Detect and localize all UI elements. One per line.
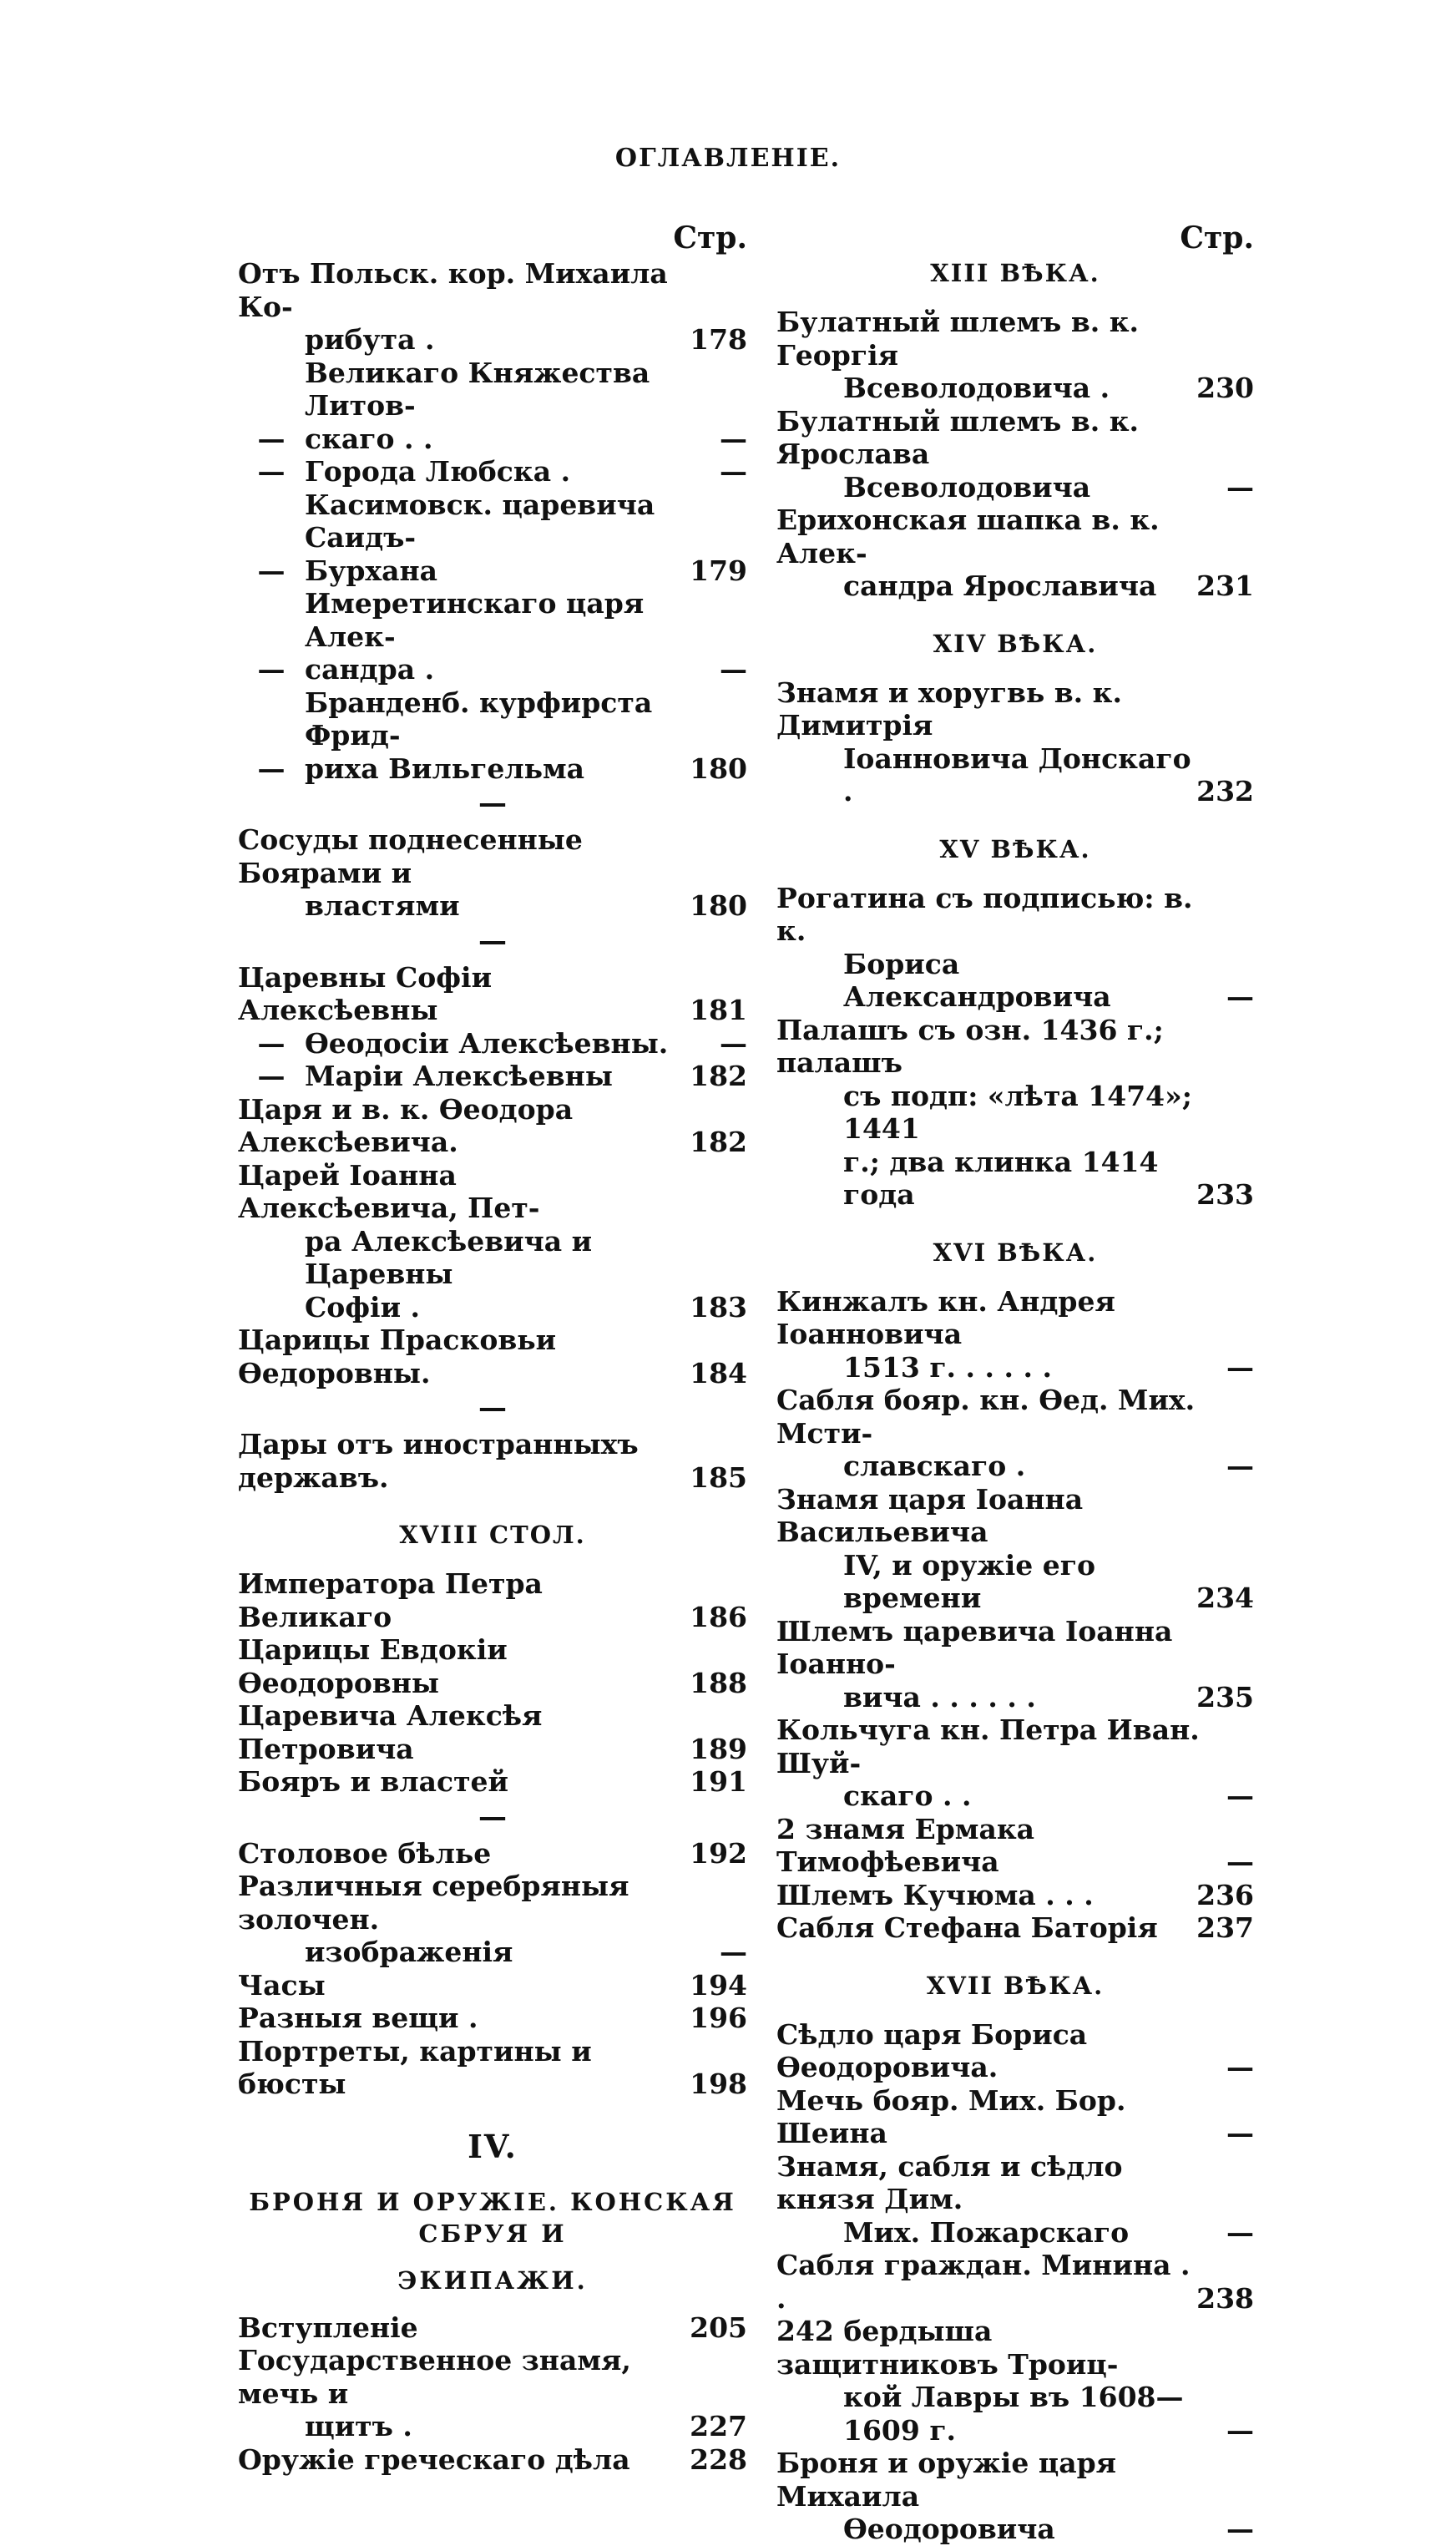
entry-page-number: 182 <box>690 1060 747 1092</box>
entry-title <box>238 1870 685 1969</box>
entry-title-line: Рогатина съ подписью: в. к. <box>776 881 1193 947</box>
toc-entry <box>776 2150 1254 2250</box>
entry-page-number: 191 <box>690 1765 747 1798</box>
entry-title-line: Бориса Александровича <box>843 947 1111 1013</box>
toc-entry <box>776 2249 1254 2315</box>
entry-page-number: — <box>1226 470 1254 504</box>
entry-title-line: Знамя, сабля и сѣдло князя Дим. <box>776 2149 1123 2215</box>
toc-entry <box>238 2443 747 2477</box>
toc-entry <box>776 882 1254 1014</box>
entry-page-number: 180 <box>690 752 747 785</box>
toc-entry <box>238 2311 747 2345</box>
toc-entry <box>238 1765 747 1799</box>
entry-title-line: изображенія <box>305 1936 513 1968</box>
entry-title-line: г.; два клинка 1414 года <box>843 1145 1159 1211</box>
entry-title <box>238 2002 685 2035</box>
entry-title-line: Булатный шлемъ в. к. Георгія <box>776 306 1140 372</box>
divider: — <box>478 924 507 958</box>
entry-title-line: Булатный шлемъ в. к. Ярослава <box>776 404 1140 470</box>
entry-title <box>776 1615 1196 1714</box>
entry-page-number: 185 <box>690 1460 747 1494</box>
toc-entry <box>238 1027 747 1060</box>
entry-page-number: 184 <box>690 1356 747 1389</box>
entry-title-line: Царицы Прасковьи Ѳедоровны. <box>238 1324 557 1389</box>
toc-entry <box>776 1483 1254 1615</box>
toc-left-column <box>238 219 747 2476</box>
entry-dash: — <box>257 554 286 587</box>
entry-title <box>238 1699 685 1765</box>
entry-title-line: Часы <box>238 1968 326 2002</box>
toc-left-block-4 <box>238 1428 747 1494</box>
entry-title <box>238 1159 685 1324</box>
entry-page-number: 182 <box>690 1126 747 1158</box>
entry-page-number: — <box>1226 2051 1254 2083</box>
entry-dash: — <box>257 653 286 686</box>
entry-page-number: — <box>1226 2513 1254 2545</box>
toc-entry <box>238 1093 747 1159</box>
entry-title-line: Великаго Княжества Литов- <box>305 356 650 422</box>
entry-title-line: скаго . . <box>305 422 433 455</box>
entry-title-line: Столовое бѣлье <box>238 1836 492 1870</box>
toc-entry <box>776 1879 1254 1912</box>
entry-title <box>238 1324 685 1389</box>
entry-title <box>238 1837 685 1870</box>
entry-title <box>238 823 685 923</box>
toc-entry <box>776 306 1254 405</box>
entry-title-line: ра Алексѣевича и Царевны <box>305 1224 593 1290</box>
toc-entry <box>238 257 747 357</box>
entry-dash: — <box>257 1026 286 1060</box>
entry-title-line: Сосуды поднесенные Боярами и <box>238 823 583 889</box>
toc-entry <box>238 357 747 456</box>
entry-title-line: Царицы Евдокіи Ѳеодоровны <box>238 1633 508 1699</box>
entry-title-line: скаго . . <box>843 1779 972 1812</box>
page-column-header: Стр. <box>1180 220 1254 256</box>
entry-page-number: — <box>720 1026 747 1060</box>
toc-entry <box>776 1285 1254 1384</box>
page-title: ОГЛАВЛЕНІЕ. <box>614 144 842 173</box>
toc-entry <box>238 686 747 786</box>
entry-title-line: риха Вильгельма <box>305 752 585 785</box>
entry-title-line: Императора Петра Великаго <box>238 1567 543 1633</box>
toc-entry <box>776 2084 1254 2150</box>
toc-left-block-1 <box>238 257 747 785</box>
entry-title-line: Шлемъ Кучюма . . . <box>776 1878 1094 1911</box>
entry-title-line: Сабля бояр. кн. Ѳед. Мих. Мсти- <box>776 1384 1196 1450</box>
entry-page-number: 189 <box>690 1732 747 1765</box>
entry-title <box>238 1428 685 1494</box>
section-heading-iv: IV. <box>468 2127 518 2165</box>
section-heading-xvi: XVI ВѢКА. <box>933 1238 1098 1267</box>
entry-page-number: 232 <box>1196 775 1254 807</box>
entry-title-line: Царей Іоанна Алексѣевича, Пет- <box>238 1158 540 1224</box>
entry-title-line: Шлемъ царевича Іоанна Іоанно- <box>776 1614 1173 1680</box>
toc-entry <box>238 1060 747 1093</box>
entry-title-line: Сѣдло царя Бориса Ѳеодоровича. <box>776 2017 1088 2083</box>
entry-title-line: Іоанновича Донскаго . <box>843 742 1191 807</box>
entry-title <box>305 455 685 488</box>
toc-entry <box>776 1911 1254 1945</box>
entry-title <box>776 1014 1196 1212</box>
page-column-header: Стр. <box>673 220 747 256</box>
entry-title <box>238 2035 685 2101</box>
entry-title <box>305 587 685 686</box>
toc-entry <box>238 587 747 686</box>
entry-title-line: Города Любска . <box>305 455 571 488</box>
toc-entry <box>238 1159 747 1324</box>
entry-title-line: Царя и в. к. Ѳеодора Алексѣевича. <box>238 1092 574 1158</box>
entry-page-number: 180 <box>690 889 747 922</box>
entry-title <box>776 504 1196 603</box>
entry-page-number: 181 <box>690 994 747 1026</box>
toc-left-block-7 <box>238 2311 747 2477</box>
entry-title <box>776 1713 1201 1813</box>
toc-right-block-4 <box>776 1285 1254 1945</box>
entry-page-number: — <box>720 422 747 455</box>
entry-title-line: славскаго . <box>843 1450 1026 1482</box>
toc-entry <box>238 2035 747 2101</box>
entry-page-number: — <box>1226 1779 1254 1812</box>
toc-right-block-1 <box>776 306 1254 603</box>
toc-entry <box>238 1837 747 1870</box>
entry-title <box>238 257 685 357</box>
section-heading-xvii: XVII ВѢКА. <box>926 1971 1105 2000</box>
entry-title-line: Всеволодовича <box>843 470 1091 504</box>
entry-dash: — <box>257 1060 286 1092</box>
toc-entry <box>776 1615 1254 1714</box>
entry-page-number: 238 <box>1196 2281 1254 2315</box>
toc-entry <box>238 1969 747 2002</box>
toc-left-block-5 <box>238 1567 747 1799</box>
entry-title <box>776 1879 1196 1912</box>
entry-title <box>776 882 1201 1014</box>
entry-title-line: Кинжалъ кн. Андрея Іоанновича <box>776 1284 1115 1350</box>
entry-title <box>776 2150 1201 2250</box>
section-heading-xiii: XIII ВѢКА. <box>930 259 1100 287</box>
entry-title-line: 2 знамя Ермака Тимофѣевича <box>776 1812 1035 1878</box>
section-heading-xv: XV ВѢКА. <box>939 834 1091 863</box>
entry-page-number: 196 <box>690 2002 747 2034</box>
entry-title-line: Имеретинскаго царя Алек- <box>305 587 645 653</box>
toc-entry <box>776 2018 1254 2084</box>
entry-title-line: Всеволодовича . <box>843 372 1110 404</box>
entry-page-number: 230 <box>1196 372 1254 404</box>
entry-page-number: — <box>1226 2117 1254 2149</box>
entry-page-number: — <box>1226 1450 1254 1482</box>
entry-title-line: Палашъ съ озн. 1436 г.; палашъ <box>776 1013 1164 1079</box>
entry-title <box>305 488 685 588</box>
toc-entry <box>238 823 747 923</box>
entry-title <box>305 686 685 786</box>
entry-title <box>305 1060 685 1093</box>
entry-page-number: 236 <box>1196 1878 1254 1911</box>
entry-title-line: Вступленіе <box>238 2311 418 2344</box>
section-heading-xviii: XVIII СТОЛ. <box>399 1521 586 1549</box>
entry-title-line: Броня и оружіе царя Михаила <box>776 2447 1117 2513</box>
entry-title-line: Знамя царя Іоанна Васильевича <box>776 1482 1084 1548</box>
entry-title-line: Касимовск. царевича Саидъ- <box>305 488 655 554</box>
entry-page-number: 178 <box>690 323 747 356</box>
divider: — <box>478 1799 507 1834</box>
entry-title-line: Разныя вещи . <box>238 2002 478 2034</box>
entry-title <box>238 2311 685 2345</box>
entry-page-number: 235 <box>1196 1680 1254 1713</box>
toc-entry <box>776 1384 1254 1483</box>
entry-title-line: Ѳеодоровича <box>843 2513 1055 2545</box>
entry-title-line: кой Лавры въ 1608—1609 г. <box>843 2381 1184 2447</box>
entry-title <box>776 2084 1201 2150</box>
toc-entry <box>776 676 1254 808</box>
entry-page-number: 188 <box>690 1666 747 1699</box>
entry-dash: — <box>257 455 286 488</box>
entry-title <box>238 2443 685 2477</box>
entry-title <box>238 1567 685 1633</box>
entry-page-number: — <box>720 1936 747 1968</box>
entry-title-line: Государственное знамя, мечь и <box>238 2344 631 2410</box>
toc-entry <box>238 488 747 588</box>
entry-title <box>776 1813 1201 1879</box>
entry-title <box>776 2249 1196 2315</box>
entry-title <box>305 1027 685 1060</box>
toc-entry <box>238 1699 747 1765</box>
entry-title <box>238 1765 685 1799</box>
entry-title <box>776 1384 1201 1483</box>
entry-page-number: — <box>720 653 747 686</box>
entry-page-number: 192 <box>690 1836 747 1870</box>
toc-entry <box>238 2002 747 2035</box>
toc-right-block-3 <box>776 882 1254 1212</box>
toc-entry <box>238 455 747 488</box>
entry-page-number: — <box>1226 1350 1254 1384</box>
entry-title-line: Портреты, картины и бюсты <box>238 2034 592 2100</box>
entry-title <box>776 405 1201 504</box>
toc-right-column <box>776 219 1254 2546</box>
toc-entry <box>776 1813 1254 1879</box>
entry-title <box>238 1969 685 2002</box>
entry-title <box>776 2447 1201 2546</box>
toc-right-block-2 <box>776 676 1254 808</box>
toc-entry <box>238 1428 747 1494</box>
entry-title-line: Дары отъ иностранныхъ державъ. <box>238 1428 639 1494</box>
entry-title-line: съ подп: «лѣта 1474»; 1441 <box>843 1079 1192 1145</box>
entry-title-line: рибута . <box>305 323 435 356</box>
toc-left-block-3 <box>238 961 747 1390</box>
toc-entry <box>776 405 1254 504</box>
entry-title <box>238 961 685 1027</box>
entry-title-line: Сабля граждан. Минина . . <box>776 2249 1191 2315</box>
entry-page-number: — <box>1226 980 1254 1013</box>
entry-title <box>776 306 1196 405</box>
entry-title <box>776 2315 1201 2447</box>
toc-entry <box>776 2315 1254 2447</box>
section-heading-armor-line2: ЭКИПАЖИ. <box>397 2265 588 2295</box>
entry-title <box>776 2018 1201 2084</box>
entry-title-line: Софіи . <box>305 1290 421 1324</box>
entry-title-line: Мих. Пожарскаго <box>843 2215 1130 2249</box>
entry-title <box>238 1633 685 1699</box>
toc-entry <box>776 1713 1254 1813</box>
entry-title-line: Царевича Алексѣя Петровича <box>238 1699 543 1765</box>
toc-entry <box>238 1324 747 1389</box>
entry-title-line: Сабля Стефана Баторія <box>776 1911 1158 1944</box>
toc-entry <box>776 2447 1254 2546</box>
entry-title <box>776 1483 1196 1615</box>
entry-title-line: вича . . . . . . <box>843 1680 1036 1713</box>
section-heading-armor-line1: БРОНЯ И ОРУЖІЕ. КОНСКАЯ СБРУЯ И <box>249 2187 736 2248</box>
entry-title-line: сандра . <box>305 653 435 686</box>
toc-left-block-2 <box>238 823 747 923</box>
entry-title-line: Знамя и хоругвь в. к. Димитрія <box>776 676 1122 742</box>
toc-entry <box>776 504 1254 603</box>
toc-entry <box>238 1870 747 1969</box>
entry-title-line: Мечь бояр. Мих. Бор. Шеина <box>776 2083 1126 2149</box>
entry-page-number: 237 <box>1196 1911 1254 1944</box>
entry-title-line: 1513 г. . . . . . <box>843 1350 1052 1384</box>
entry-title-line: Оружіе греческаго дѣла <box>238 2442 630 2476</box>
entry-page-number: 227 <box>690 2410 747 2442</box>
toc-right-block-5 <box>776 2018 1254 2546</box>
entry-title-line: Ѳеодосіи Алексѣевны. <box>305 1026 669 1060</box>
entry-title-line: Бранденб. курфирста Фрид- <box>305 686 653 752</box>
entry-title <box>238 2344 685 2443</box>
entry-title-line: щитъ . <box>305 2410 412 2442</box>
entry-title-line: властями <box>305 889 460 922</box>
entry-title-line: IV, и оружіе его времени <box>843 1548 1095 1614</box>
entry-page-number: 233 <box>1196 1178 1254 1211</box>
entry-page-number: 186 <box>690 1600 747 1633</box>
entry-page-number: 205 <box>690 2311 747 2344</box>
toc-left-block-6 <box>238 1837 747 2101</box>
entry-title-line: Царевны Софіи Алексѣевны <box>238 960 493 1026</box>
entry-dash: — <box>257 422 286 455</box>
entry-page-number: 231 <box>1196 569 1254 602</box>
entry-page-number: 228 <box>690 2442 747 2476</box>
entry-title-line: Маріи Алексѣевны <box>305 1060 613 1092</box>
entry-title-line: Ерихонская шапка в. к. Алек- <box>776 504 1160 569</box>
entry-page-number: — <box>1226 1845 1254 1878</box>
entry-title-line: Отъ Польск. кор. Михаила Ко- <box>238 257 668 323</box>
entry-title-line: сандра Ярославича <box>843 569 1157 602</box>
entry-title-line: Кольчуга кн. Петра Иван. Шуй- <box>776 1713 1200 1779</box>
toc-entry <box>238 2344 747 2443</box>
entry-title <box>776 1285 1201 1384</box>
entry-page-number: 179 <box>690 554 747 587</box>
toc-entry <box>238 1567 747 1633</box>
entry-dash: — <box>257 752 286 785</box>
entry-page-number: — <box>720 455 747 488</box>
entry-page-number: — <box>1226 2413 1254 2447</box>
entry-page-number: 234 <box>1196 1582 1254 1614</box>
divider: — <box>478 1391 507 1425</box>
entry-title <box>776 1911 1196 1945</box>
entry-title-line: Бурхана <box>305 554 437 587</box>
entry-title-line: Бояръ и властей <box>238 1765 509 1798</box>
entry-title-line: Различныя серебряныя золочен. <box>238 1870 629 1936</box>
entry-title <box>238 1093 685 1159</box>
toc-entry <box>238 961 747 1027</box>
divider: — <box>478 787 507 820</box>
entry-page-number: — <box>1226 2215 1254 2249</box>
section-heading-xiv: XIV ВѢКА. <box>933 629 1098 658</box>
entry-title <box>305 357 685 456</box>
entry-title <box>776 676 1196 808</box>
entry-title-line: 242 бердыша защитниковъ Троиц- <box>776 2315 1119 2381</box>
entry-page-number: 198 <box>690 2068 747 2100</box>
toc-entry <box>776 1014 1254 1212</box>
entry-page-number: 194 <box>690 1968 747 2002</box>
toc-entry <box>238 1633 747 1699</box>
entry-page-number: 183 <box>690 1290 747 1324</box>
